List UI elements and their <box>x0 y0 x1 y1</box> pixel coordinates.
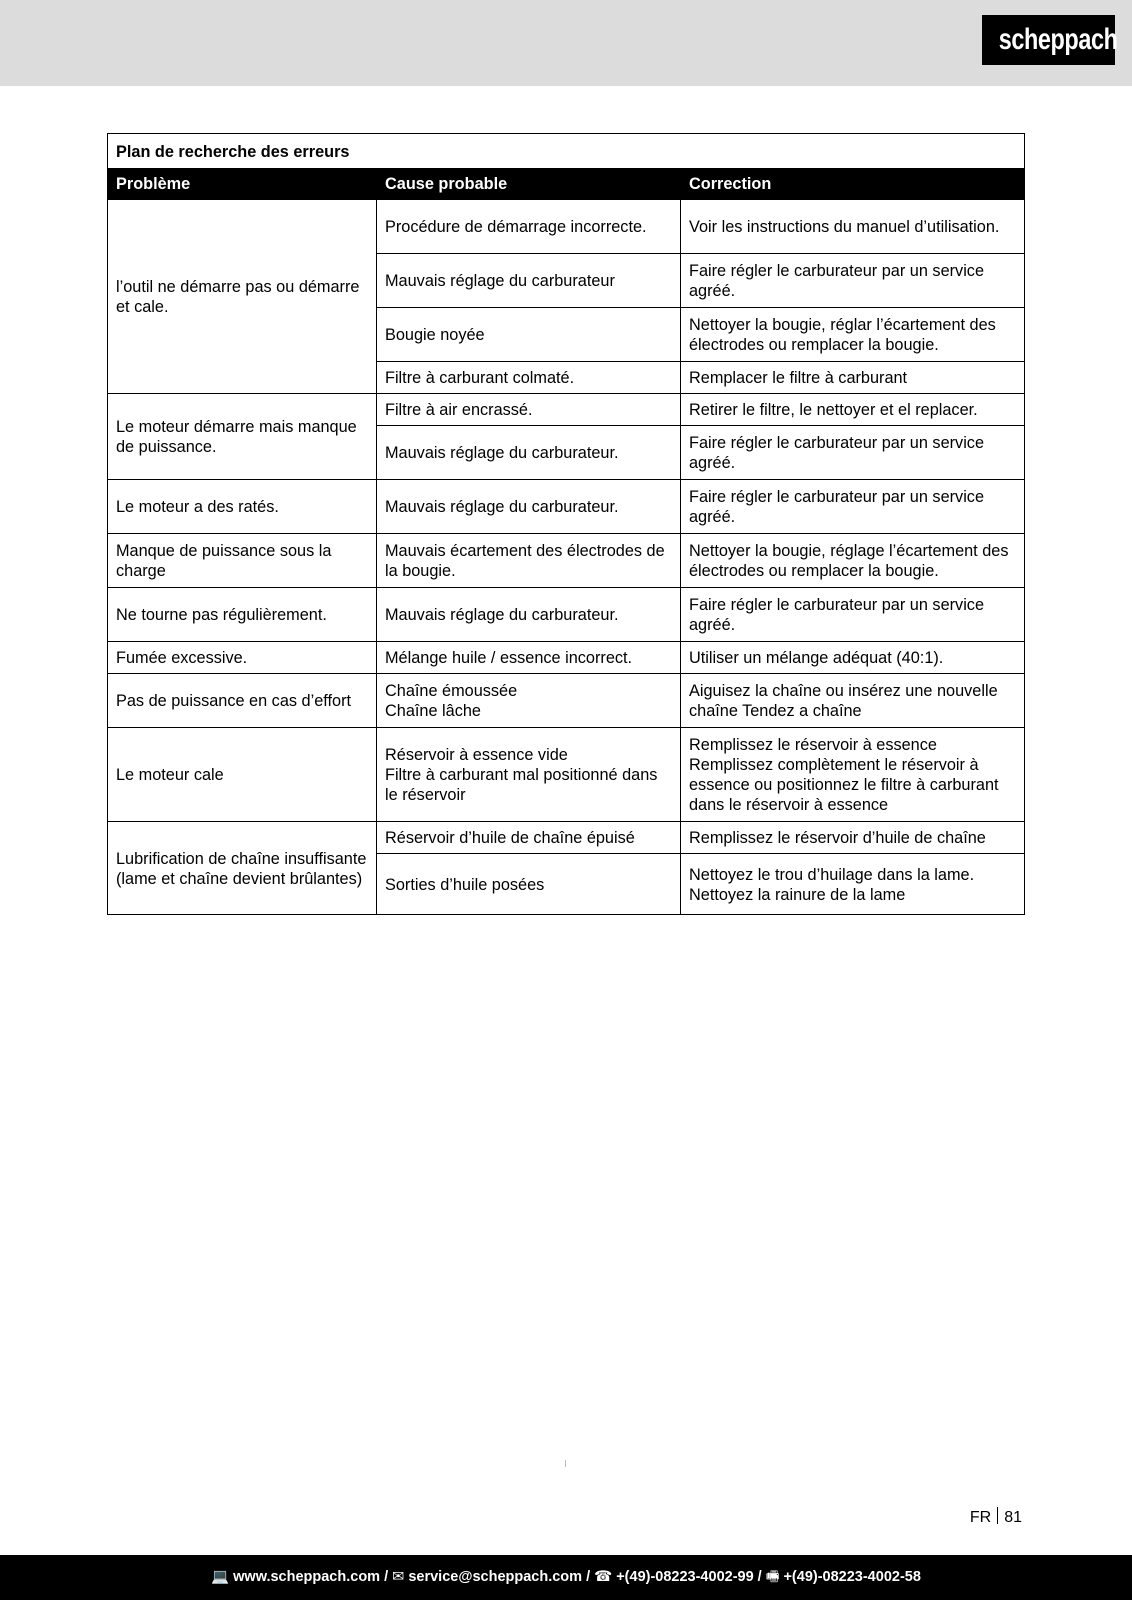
footer-website[interactable]: www.scheppach.com / <box>233 1569 389 1585</box>
footer-bar <box>0 1555 1132 1600</box>
cause-cell: Sorties d’huile posées <box>377 854 681 915</box>
cause-cell: Mauvais réglage du carburateur. <box>377 588 681 642</box>
footer-email[interactable]: service@scheppach.com / <box>408 1569 591 1585</box>
problem-cell: Fumée excessive. <box>108 642 377 674</box>
cause-cell <box>377 728 681 822</box>
cause-cell: Filtre à carburant colmaté. <box>377 362 681 394</box>
cause-line: Filtre à carburant mal positionné dans le réservoir <box>385 766 658 804</box>
correction-line: Remplissez le réservoir à essence <box>689 736 937 754</box>
problem-cell: Pas de puissance en cas d’effort <box>108 674 377 728</box>
correction-cell: Nettoyer la bougie, réglar l’écartement des électrodes ou remplacer la bougie. <box>681 308 1025 362</box>
problem-cell: l’outil ne démarre pas ou démarre et cale. <box>108 200 377 394</box>
correction-cell: Faire régler le carburateur par un service agréé. <box>681 426 1025 480</box>
problem-cell: Le moteur a des ratés. <box>108 480 377 534</box>
correction-cell: Faire régler le carburateur par un service agréé. <box>681 480 1025 534</box>
cause-cell: Mauvais réglage du carburateur <box>377 254 681 308</box>
table-title: Plan de recherche des erreurs <box>108 134 1025 169</box>
correction-cell: Aiguisez la chaîne ou insérez une nouvelle chaîne Tendez a chaîne <box>681 674 1025 728</box>
table-row <box>108 674 1025 728</box>
cause-cell <box>377 674 681 728</box>
cause-cell: Mauvais réglage du carburateur. <box>377 426 681 480</box>
table-row <box>108 534 1025 588</box>
problem-cell: Le moteur cale <box>108 728 377 822</box>
correction-cell: Remplissez le réservoir d’huile de chaîne <box>681 822 1025 854</box>
problem-cell: Manque de puissance sous la charge <box>108 534 377 588</box>
correction-cell: Voir les instructions du manuel d’utilisation. <box>681 200 1025 254</box>
table-row <box>108 394 1025 426</box>
table-header-row <box>108 169 1025 200</box>
page-number-separator <box>997 1507 998 1524</box>
page-number-value: 81 <box>1004 1509 1022 1526</box>
phone-icon: ☎ <box>594 1569 613 1585</box>
correction-line: Nettoyez le trou d’huilage dans la lame. <box>689 865 975 884</box>
cause-cell: Réservoir d’huile de chaîne épuisé <box>377 822 681 854</box>
troubleshooting-table <box>107 133 1025 915</box>
table-row <box>108 822 1025 854</box>
footer-fax: +(49)-08223-4002-58 <box>783 1569 921 1585</box>
cause-cell: Procédure de démarrage incorrecte. <box>377 200 681 254</box>
scheppach-logo: scheppach <box>982 15 1115 65</box>
cause-line: Réservoir à essence vide <box>385 746 568 764</box>
correction-cell: Retirer le filtre, le nettoyer et el replacer. <box>681 394 1025 426</box>
cause-line: Chaîne lâche <box>385 702 481 720</box>
problem-cell: Ne tourne pas régulièrement. <box>108 588 377 642</box>
column-header-correction: Correction <box>681 169 1025 200</box>
cause-cell: Mélange huile / essence incorrect. <box>377 642 681 674</box>
cause-line: Chaîne émoussée <box>385 682 518 700</box>
correction-cell <box>681 728 1025 822</box>
correction-cell: Remplacer le filtre à carburant <box>681 362 1025 394</box>
table-row <box>108 642 1025 674</box>
table-row <box>108 200 1025 254</box>
correction-cell: Faire régler le carburateur par un service agréé. <box>681 254 1025 308</box>
page-language: FR <box>969 1509 992 1526</box>
table-row <box>108 480 1025 534</box>
column-header-problem: Problème <box>108 169 377 200</box>
page-center-mark <box>565 1460 566 1467</box>
problem-cell: Lubrification de chaîne insuffisante (lame et chaîne devient brûlantes) <box>108 822 377 915</box>
footer-phone: +(49)-08223-4002-99 / <box>616 1569 762 1585</box>
problem-cell: Le moteur démarre mais manque de puissance. <box>108 394 377 480</box>
cause-cell: Bougie noyée <box>377 308 681 362</box>
table-title-row <box>108 134 1025 169</box>
table-row <box>108 588 1025 642</box>
cause-cell: Filtre à air encrassé. <box>377 394 681 426</box>
correction-cell <box>681 854 1025 915</box>
cause-cell: Mauvais réglage du carburateur. <box>377 480 681 534</box>
cause-cell: Mauvais écartement des électrodes de la bougie. <box>377 534 681 588</box>
page-number <box>970 1507 1022 1528</box>
correction-line: Nettoyez la rainure de la lame <box>689 885 906 904</box>
column-header-cause: Cause probable <box>377 169 681 200</box>
correction-cell: Nettoyer la bougie, réglage l’écartement des électrodes ou remplacer la bougie. <box>681 534 1025 588</box>
computer-icon: 💻 <box>211 1569 230 1585</box>
mail-icon: ✉ <box>392 1569 405 1585</box>
correction-cell: Utiliser un mélange adéquat (40:1). <box>681 642 1025 674</box>
correction-cell: Faire régler le carburateur par un service agréé. <box>681 588 1025 642</box>
table-row <box>108 728 1025 822</box>
fax-icon: 🖷 <box>765 1569 780 1585</box>
header-band <box>0 0 1132 86</box>
correction-line: Remplissez complètement le réservoir à essence ou positionnez le filtre à carburant dans le réservoir à essence <box>689 756 999 814</box>
